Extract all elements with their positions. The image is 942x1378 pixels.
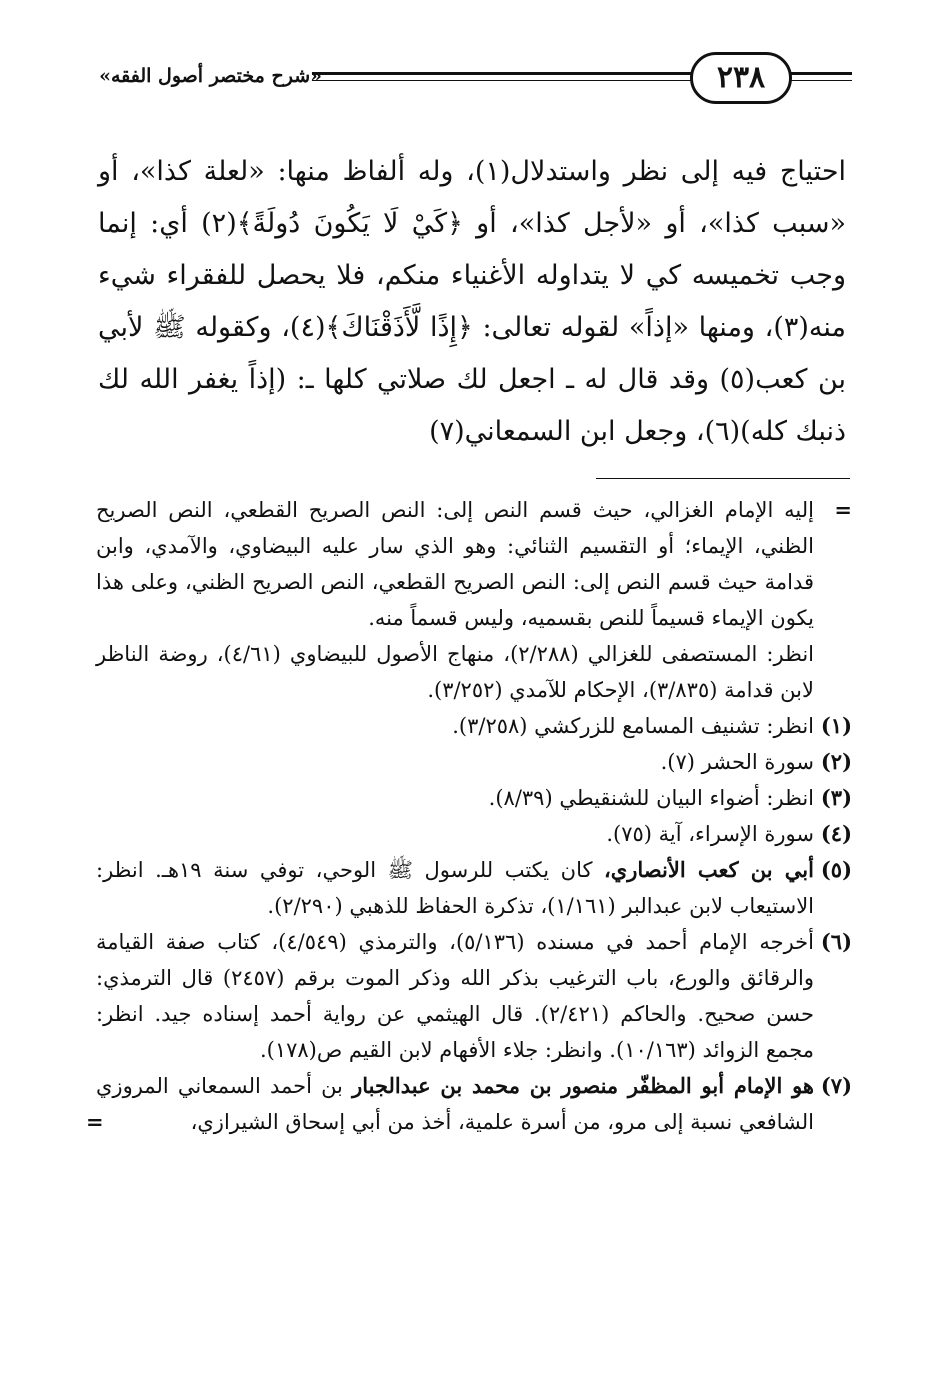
continuation-mark: =	[834, 497, 852, 522]
page-number-frame	[690, 52, 792, 104]
footnote-text: انظر: تشنيف المسامع للزركشي (٣/٢٥٨).	[452, 714, 814, 738]
footnote-4	[96, 816, 852, 852]
footnote-2	[96, 744, 852, 780]
header-rule	[312, 80, 696, 81]
footnote-number: (٥)	[820, 857, 852, 882]
footnote-text: كان يكتب للرسول ﷺ الوحي، توفي سنة ١٩هـ. انظر: الاستيعاب لابن عبدالبر (١/١٦١)، تذكرة الحفاظ للذهبي (٢/٢٩٠).	[96, 858, 814, 918]
page-header	[0, 40, 942, 140]
footnote-number: (٤)	[820, 821, 852, 846]
header-rule	[788, 72, 852, 75]
footnote-text: انظر: المستصفى للغزالي (٢/٢٨٨)، منهاج الأصول للبيضاوي (٤/٦١)، روضة الناظر لابن قدامة (٣/٨٣٥)، الإحكام للآمدي (٣/٢٥٢).	[96, 642, 815, 702]
page-number: ٢٣٨	[716, 60, 766, 95]
footnote-text: إليه الإمام الغزالي، حيث قسم النص إلى: النص الصريح القطعي، النص الصريح الظني، الإيماء؛ أو التقسيم الثنائي: وهو الذي سار عليه البيضاوي، والآمدي، وابن قدامة حيث قسم النص إلى: النص الصريح القطعي، النص الصريح الظني، وعلى هذا يكون الإيماء قسيماً للنص بقسميه، وليس قسماً منه.	[96, 498, 815, 630]
footnote-number: (١)	[820, 713, 852, 738]
footnote-number: (٣)	[820, 785, 852, 810]
footnote-text: أخرجه الإمام أحمد في مسنده (٥/١٣٦)، والترمذي (٤/٥٤٩)، كتاب صفة القيامة والرقائق والورع، باب الترغيب بذكر الله وذكر الموت برقم (٢٤٥٧) قال الترمذي: حسن صحيح. والحاكم (٢/٤٢١). قال الهيثمي عن رواية أحمد إسناده جيد. انظر: مجمع الزوائد (١٠/١٦٣). وانظر: جلاء الأفهام لابن القيم ص(١٧٨).	[96, 930, 815, 1062]
footnote-text: بن أحمد السمعاني المروزي الشافعي نسبة إلى مرو، من أسرة علمية، أخذ من أبي إسحاق الشيرازي،	[96, 1074, 814, 1134]
header-rule	[788, 80, 852, 81]
footnote-name: أبي بن كعب الأنصاري،	[604, 857, 814, 882]
footnote-text: سورة الحشر (٧).	[660, 750, 814, 774]
footnote-text: سورة الإسراء، آية (٧٥).	[606, 822, 814, 846]
footnote-number: (٧)	[820, 1073, 852, 1098]
footnote-text: انظر: أضواء البيان للشنقيطي (٨/٣٩).	[488, 786, 814, 810]
running-title: «شرح مختصر أصول الفقه»	[99, 65, 322, 87]
continuation-mark: =	[86, 1109, 104, 1134]
footnote-number: (٢)	[820, 749, 852, 774]
main-text	[98, 146, 846, 458]
footnotes	[86, 492, 852, 1140]
footnote-5	[96, 852, 852, 924]
footnote-name: هو الإمام أبو المظفّر منصور بن محمد بن عبدالجبار	[352, 1073, 814, 1098]
footnote-number: (٦)	[820, 929, 852, 954]
footnote-separator	[596, 478, 850, 479]
footnote-7	[86, 1068, 852, 1140]
footnote-6	[96, 924, 852, 1068]
footnote-continuation	[96, 492, 852, 708]
footnote-3	[96, 780, 852, 816]
header-rule	[312, 72, 696, 75]
footnote-1	[96, 708, 852, 744]
main-paragraph: احتياج فيه إلى نظر واستدلال(١)، وله ألفاظ منها: «لعلة كذا»، أو «سبب كذا»، أو «لأجل كذا»، أو ﴿كَيْ لَا يَكُونَ دُولَةً﴾(٢) أي: إنما وجب تخميسه كي لا يتداوله الأغنياء منكم، فلا يحصل للفقراء شيء منه(٣)، ومنها «إذاً» لقوله تعالى: ﴿إِذًا لَّأَذَقْنَاكَ﴾(٤)، وكقوله ﷺ لأبي بن كعب(٥) وقد قال له ـ اجعل لك صلاتي كلها ـ: (إذاً يغفر الله لك ذنبك كله)(٦)، وجعل ابن السمعاني(٧)	[98, 156, 847, 447]
